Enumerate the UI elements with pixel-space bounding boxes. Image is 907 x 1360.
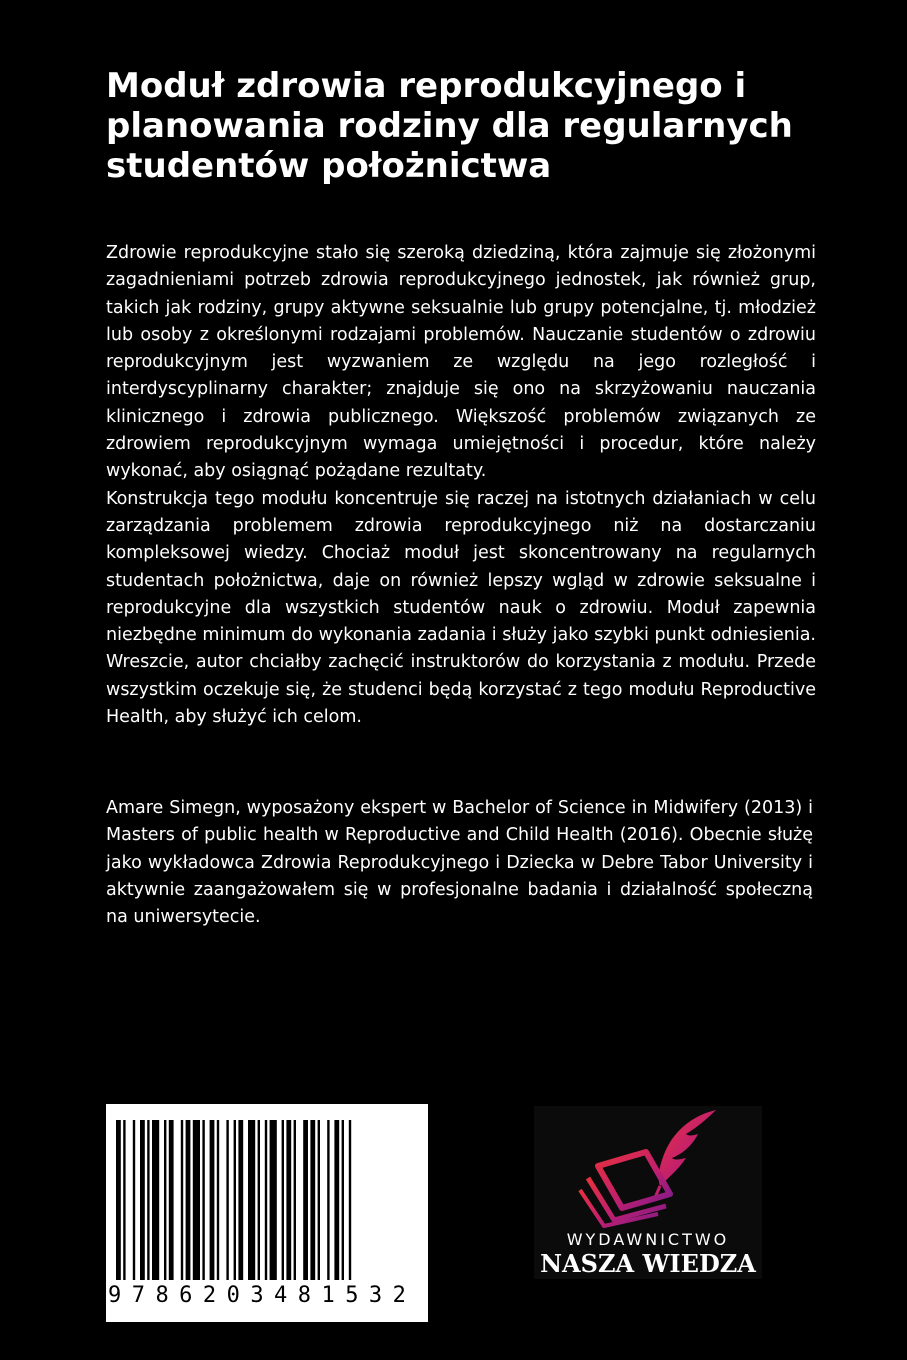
isbn-digit: 3 xyxy=(368,1283,383,1308)
blurb-paragraph: Konstrukcja tego modułu koncentruje się raczej na istotnych działaniach w celu zarządzania problemem zdrowia reprodukcyjnego niż na dostarczaniu kompleksowej wiedzy. Chociaż moduł jest skoncentrowany na regularnych studentach położnictwa, daje on również lepszy wgląd w zdrowie seksualne i reprodukcyjne dla wszystkich studentów nauk o zdrowiu. Moduł zapewnia niezbędne minimum do wykonania zadania i służy jako szybki punkt odniesienia. Wreszcie, autor chciałby zachęcić instruktorów do korzystania z modułu. Przede wszystkim oczekuje się, że studenci będą korzystać z tego modułu Reproductive Health, aby służyć ich celom. xyxy=(106,488,816,728)
barcode-bar xyxy=(164,1120,166,1280)
barcode-bar xyxy=(210,1120,215,1280)
barcode-bar xyxy=(152,1120,159,1280)
barcode-bar xyxy=(238,1120,243,1280)
barcode-bar xyxy=(133,1120,135,1280)
isbn-number xyxy=(106,1282,428,1310)
barcode-bar xyxy=(248,1120,255,1280)
barcode-bar xyxy=(342,1120,344,1280)
isbn-barcode xyxy=(106,1104,428,1322)
barcode-bar xyxy=(327,1120,329,1280)
publisher-label: WYDAWNICTWO xyxy=(566,1230,730,1249)
book-quill-icon xyxy=(578,1108,718,1228)
isbn-digit: 8 xyxy=(155,1283,169,1308)
barcode-bar xyxy=(294,1120,296,1280)
isbn-digit: 8 xyxy=(297,1283,311,1308)
author-bio: Amare Simegn, wyposażony ekspert w Bachelor of Science in Midwifery (2013) i Masters of public health w Reproductive and Child Health (2016). Obecnie służę jako wykładowca Zdrowia Reprodukcyjnego i Dziecka w Debre Tabor University i aktywnie zaangażowałem się w profesjonalne badania i działalność społeczną na uniwersytecie. xyxy=(106,798,813,928)
barcode-bar xyxy=(318,1120,320,1280)
isbn-digit: 2 xyxy=(202,1283,217,1308)
isbn-digit: 2 xyxy=(392,1283,406,1308)
barcode-bar xyxy=(265,1120,267,1280)
isbn-digit: 9 xyxy=(108,1283,122,1308)
publisher-logo xyxy=(534,1106,762,1279)
blurb-paragraph: Zdrowie reprodukcyjne stało się szeroką dziedziną, która zajmuje się złożonymi zagadnieniami potrzeb zdrowia reprodukcyjnego jednostek, jak również grup, takich jak rodziny, grupy aktywne seksualnie lub grupy potencjalne, tj. młodzież lub osoby z określonymi rodzajami problemów. Nauczanie studentów o zdrowiu reprodukcyjnym jest wyzwaniem ze względu na jego rozległość i interdyscyplinarny charakter; znajduje się ono na skrzyżowaniu nauczania klinicznego i zdrowia publicznego. Większość problemów związanych ze zdrowiem reprodukcyjnym wymaga umiejętności i procedur, które należy wykonać, aby osiągnąć pożądane rezultaty. xyxy=(106,243,816,482)
barcode-bar xyxy=(226,1120,228,1280)
isbn-digit: 5 xyxy=(345,1283,359,1308)
book-blurb xyxy=(106,240,816,731)
barcode-bar xyxy=(116,1120,121,1280)
barcode-bar xyxy=(258,1120,260,1280)
publisher-name: NASZA WIEDZA xyxy=(540,1249,756,1278)
barcode-bar xyxy=(217,1120,219,1280)
barcode-bar xyxy=(303,1120,308,1280)
isbn-digit: 6 xyxy=(179,1283,193,1308)
barcode-bar xyxy=(186,1120,191,1280)
barcode-bar xyxy=(234,1120,236,1280)
barcode-bar xyxy=(334,1120,339,1280)
book-title: Moduł zdrowia reprodukcyjnego i planowania rodziny dla regularnych studentów położnictwa xyxy=(106,66,793,186)
barcode-bar xyxy=(169,1120,174,1280)
barcode-bar xyxy=(202,1120,204,1280)
barcode-bar xyxy=(193,1120,200,1280)
barcode-bar xyxy=(123,1120,125,1280)
isbn-digit: 1 xyxy=(321,1283,335,1308)
barcode-bar xyxy=(181,1120,183,1280)
isbn-digit: 0 xyxy=(226,1283,240,1308)
barcode-bar xyxy=(349,1120,351,1280)
isbn-digit: 3 xyxy=(250,1283,264,1308)
barcode-bar xyxy=(286,1120,291,1280)
barcode-bar xyxy=(270,1120,277,1280)
isbn-digit: 4 xyxy=(274,1283,288,1308)
isbn-digit: 7 xyxy=(131,1283,145,1308)
barcode-bar xyxy=(147,1120,149,1280)
barcode-bar xyxy=(310,1120,315,1280)
barcode-bar xyxy=(282,1120,284,1280)
barcode-bar xyxy=(140,1120,145,1280)
